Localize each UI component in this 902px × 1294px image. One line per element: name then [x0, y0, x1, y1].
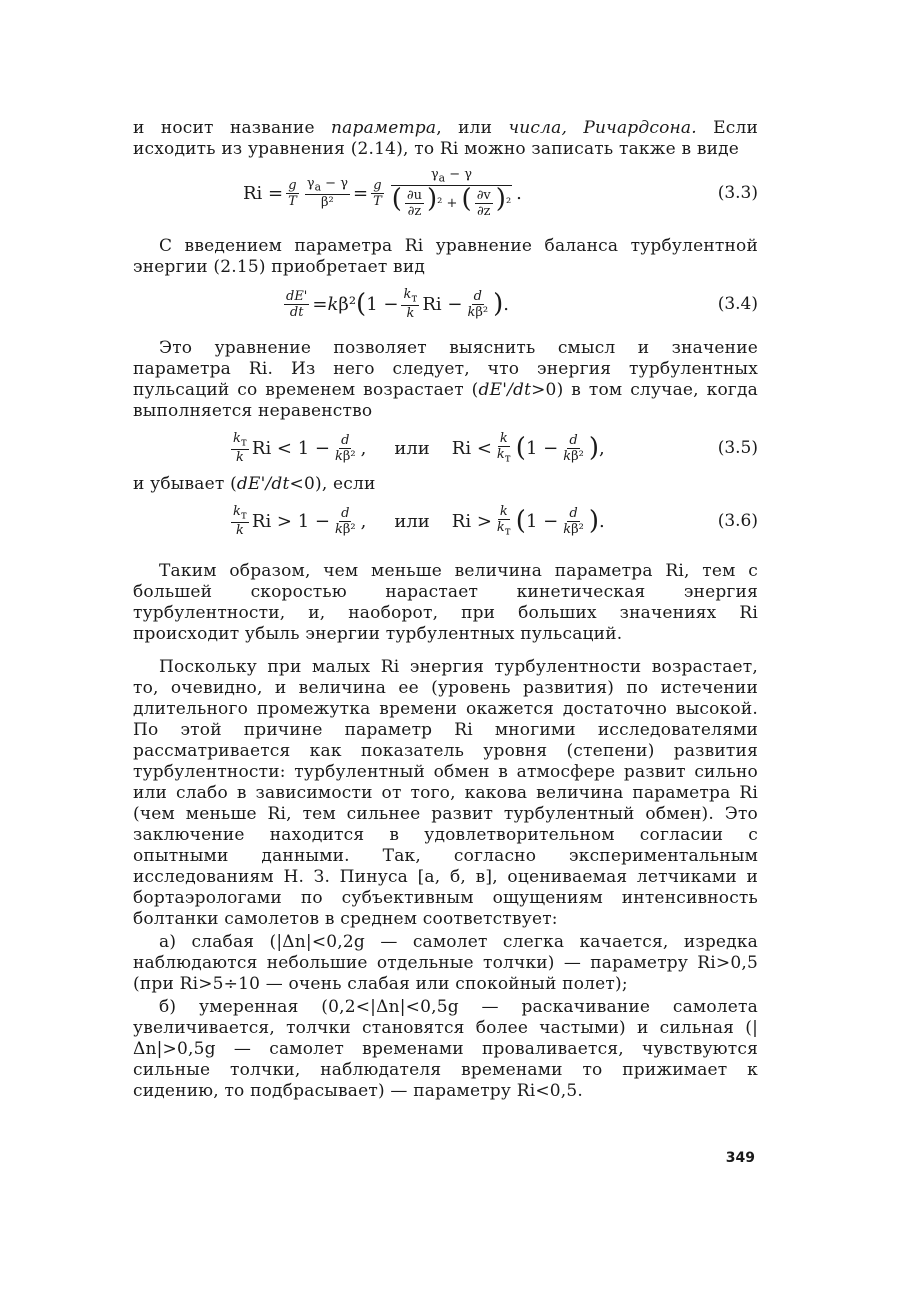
equation-3-5: $\frac{k_т}{k}$ Ri < 1 − $\frac{d}{\text{kβ²}}$ , или Ri < $\frac{k}{k_т}$ ( 1 − $\frac{d}{\text{kβ²}}$ ) , (3.5) [133, 422, 758, 474]
text-run: >0) в том случае, когда выполняется неравенство [133, 380, 758, 421]
equation-3-3: Ri = $\frac{g}{T}$ $\frac{\gamma_a - \gamma}{\text{β²}}$ = $\frac{g}{T}$ $\gamma_a - \gamma$ ( $\frac{\partial u}{\partial z}$ )² + ( $\frac{\partial v}{\partial z}$ )² . (3.3) [133, 160, 758, 226]
text-run: , или [436, 118, 509, 138]
equation-number: (3.6) [717, 511, 758, 531]
italic-expression: dE'/dt [236, 474, 290, 494]
or-word: или [394, 510, 430, 532]
list-item-moderate-strong: б) умеренная (0,2<|Δn|<0,5g — раскачивание самолета увеличивается, толчки становятся более частыми) и сильная (|Δn|>0,5g — самолет временами проваливается, чувствуются сильные толчки, наблюдателя временами то прижимает к сидению, то подбрасывает) — параметру Ri<0,5. [133, 997, 758, 1101]
page-body [133, 118, 758, 1102]
paragraph-conclusion: Таким образом, чем меньше величина параметра Ri, тем с большей скоростью нарастает кинетическая энергия турбулентности, и, наоборот, при больших значениях Ri происходит убыль энергии турбулентных пульсаций. [133, 561, 758, 644]
paragraph-decrease-condition [133, 474, 758, 495]
italic-term: числа, Ричардсона. [508, 118, 697, 138]
paragraph-ri-definition [133, 118, 758, 160]
equation-number: (3.5) [717, 438, 758, 458]
text-run: и убывает ( [133, 474, 237, 494]
paragraph-increase-condition [133, 338, 758, 422]
page-number: 349 [725, 1150, 755, 1166]
text-run: и носит название [133, 118, 332, 138]
paragraph-turbulence-level: Поскольку при малых Ri энергия турбулентности возрастает, то, очевидно, и величина ее (уровень развития) по истечении длительного промежутка времени окажется достаточно высокой. По этой причине параметр Ri многими исследователями рассматривается как показатель уровня (степени) развития турбулентности: турбулентный обмен в атмосфере развит сильно или слабо в зависимости от того, какова величина параметра Ri (чем меньше Ri, тем сильнее развит турбулентный обмен). Это заключение находится в удовлетворительном согласии с опытными данными. Так, согласно экспериментальным исследованиям Н. З. Пинуса [а, б, в], оцениваемая летчиками и бортаэрологами по субъективным ощущениям интенсивность болтанки самолетов в среднем соответствует: [133, 657, 758, 929]
text-run: <0), если [289, 474, 376, 494]
equation-3-6: $\frac{k_т}{k}$ Ri > 1 − $\frac{d}{\text{kβ²}}$ , или Ri > $\frac{k}{k_т}$ ( 1 − $\frac{d}{\text{kβ²}}$ ) . (3.6) [133, 495, 758, 547]
equation-number: (3.4) [717, 294, 758, 314]
paragraph-balance-equation: С введением параметра Ri уравнение баланса турбулентной энергии (2.15) приобретает вид [133, 236, 758, 277]
italic-term: параметра [331, 118, 437, 138]
italic-expression: dE'/dt [478, 380, 532, 400]
text-run: Это уравнение позволяет выяснить смысл и значение параметра Ri. Из него следует, что энергия турбулентных пульсаций со временем возрастает ( [133, 338, 758, 400]
equation-3-4: $\frac{dE'}{dt}$ = k β² ( 1 − $\frac{k_т}{k}$ Ri − $\frac{d}{\text{kβ²}}$ ) . (3.4) [133, 278, 758, 330]
list-item-weak: а) слабая (|Δn|<0,2g — самолет слегка качается, изредка наблюдаются небольшие отдельные толчки) — параметру Ri>0,5 (при Ri>5÷10 — очень слабая или спокойный полет); [133, 932, 758, 994]
text-run: Если исходить из уравнения (2.14), то Ri можно записать также в виде [133, 118, 759, 159]
or-word: или [394, 437, 430, 459]
equation-number: (3.3) [717, 183, 758, 203]
